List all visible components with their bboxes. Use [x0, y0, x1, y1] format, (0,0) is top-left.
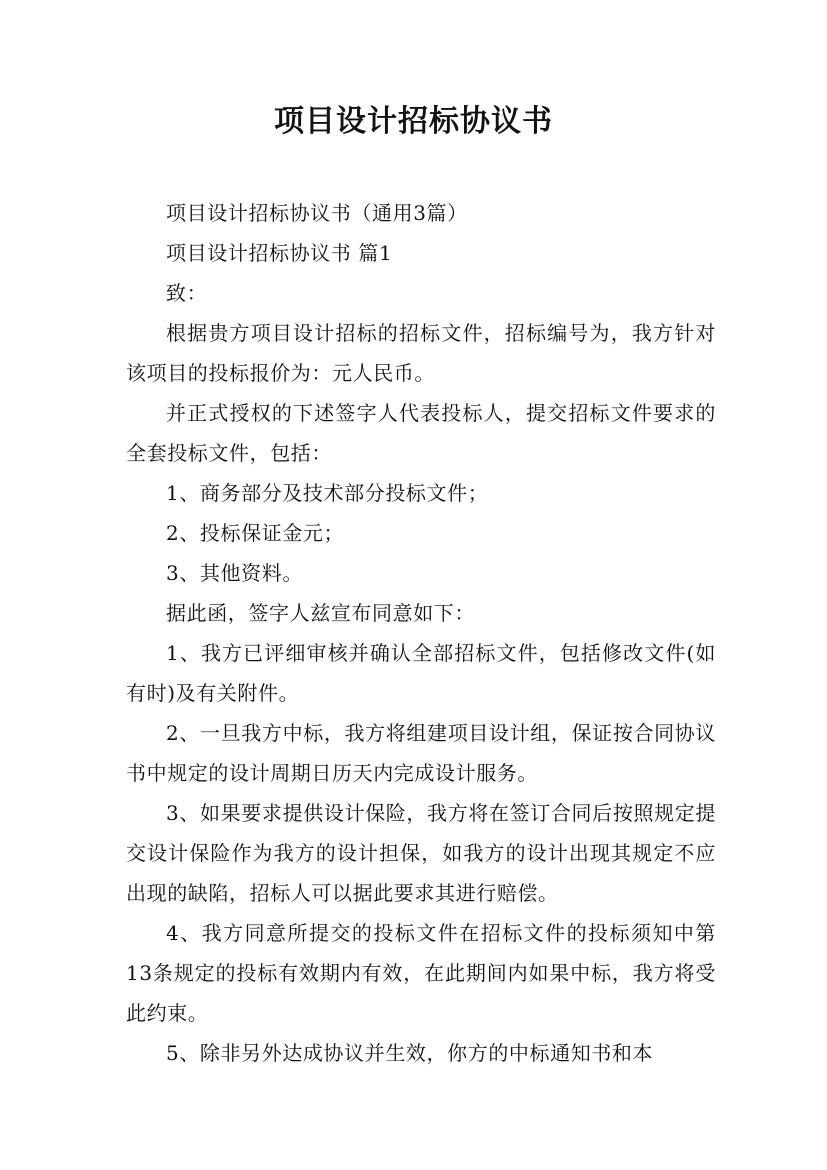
paragraph-salutation: 致： — [166, 281, 208, 305]
document-body — [126, 193, 716, 1073]
paragraph-section-label: 项目设计招标协议书 篇1 — [166, 241, 393, 265]
document-title: 项目设计招标协议书 — [274, 104, 553, 139]
list-item: 2、一旦我方中标，我方将组建项目设计组，保证按合同协议书中规定的设计周期日历天内完成设计服务。 — [126, 721, 716, 785]
list-item: 3、如果要求提供设计保险，我方将在签订合同后按照规定提交设计保险作为我方的设计担保，如我方的设计出现其规定不应出现的缺陷，招标人可以据此要求其进行赔偿。 — [126, 801, 716, 905]
paragraph: 根据贵方项目设计招标的招标文件，招标编号为，我方针对该项目的投标报价为：元人民币。 — [126, 321, 716, 385]
list-item: 2、投标保证金元； — [166, 521, 345, 545]
paragraph: 并正式授权的下述签字人代表投标人，提交招标文件要求的全套投标文件，包括： — [126, 401, 716, 465]
list-item: 5、除非另外达成协议并生效，你方的中标通知书和本 — [166, 1041, 654, 1065]
list-item: 3、其他资料。 — [166, 561, 303, 585]
list-item: 1、我方已评细审核并确认全部招标文件，包括修改文件(如有时)及有关附件。 — [126, 641, 716, 705]
paragraph: 据此函，签字人兹宣布同意如下： — [166, 601, 475, 625]
paragraph-heading: 项目设计招标协议书（通用3篇） — [166, 201, 468, 225]
list-item: 4、我方同意所提交的投标文件在招标文件的投标须知中第13条规定的投标有效期内有效，在此期间内如果中标，我方将受此约束。 — [126, 921, 716, 1025]
list-item: 1、商务部分及技术部分投标文件； — [166, 481, 489, 505]
